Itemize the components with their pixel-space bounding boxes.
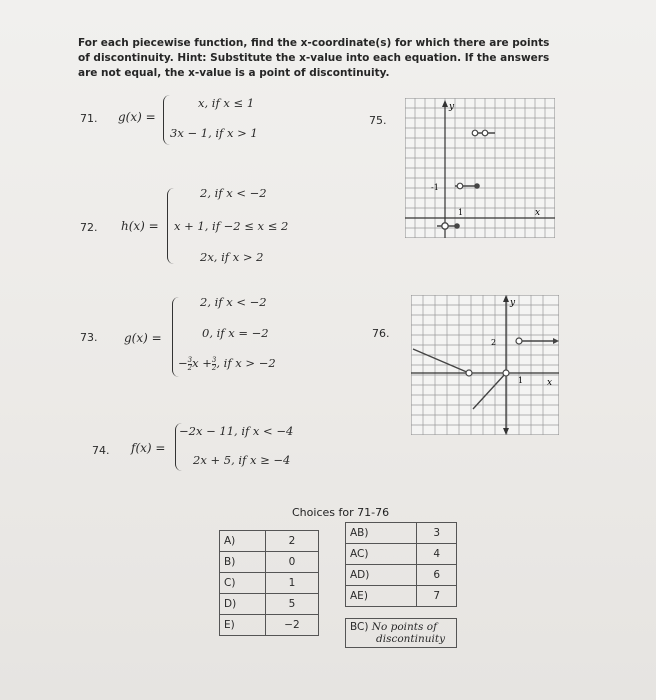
problem-71-case-2: 3x − 1, if x > 1 <box>170 126 258 140</box>
choice-row <box>220 552 319 573</box>
problem-75-x-label: x <box>535 208 541 218</box>
choice-key: E) <box>220 615 266 636</box>
problem-75-closed-point <box>474 183 480 189</box>
problem-71-function: g(x) = <box>118 110 156 124</box>
choice-key: AB) <box>346 523 417 544</box>
problem-76-y-label: y <box>510 298 516 308</box>
problem-75-closed-point <box>454 223 460 229</box>
choice-row <box>220 531 319 552</box>
choice-value: 7 <box>417 586 457 607</box>
problem-75-open-point <box>457 183 463 189</box>
choice-value: 4 <box>417 544 457 565</box>
choice-value: 1 <box>265 573 318 594</box>
choice-bc-line-2: discontinuity <box>376 633 446 645</box>
choice-bc-line-1: No points of <box>371 621 437 633</box>
choice-key: A) <box>220 531 266 552</box>
choice-key: B) <box>220 552 266 573</box>
problem-72-number: 72. <box>80 221 98 234</box>
problem-76-tick-left: 2 <box>491 338 497 347</box>
problem-75-open-point <box>472 130 478 136</box>
choice-row <box>220 594 319 615</box>
problem-74-function: f(x) = <box>131 441 166 455</box>
problem-72-case-1: 2, if x < −2 <box>200 186 267 200</box>
choice-row <box>220 573 319 594</box>
choice-row <box>220 615 319 636</box>
problem-76-open-point <box>516 338 522 344</box>
problem-75-tick-left: -1 <box>431 183 439 192</box>
problem-76-number: 76. <box>372 327 390 340</box>
problem-75-number: 75. <box>369 114 387 127</box>
choice-value: 3 <box>417 523 457 544</box>
problem-75-tick-bottom: 1 <box>458 208 464 217</box>
choice-bc-key: BC) <box>350 621 369 633</box>
choice-value: 6 <box>417 565 457 586</box>
problem-75-graph <box>405 98 555 238</box>
problem-74-case-2: 2x + 5, if x ≥ −4 <box>193 453 291 467</box>
choice-row <box>346 565 457 586</box>
choice-key: AD) <box>346 565 417 586</box>
choice-value: −2 <box>265 615 318 636</box>
problem-73-function: g(x) = <box>124 331 162 345</box>
instructions: For each piecewise function, find the x-coordinate(s) for which there are points of discontinuity. Hint: Substitute the x-value into each equation. If the answers are not equal, the x-value is a point of discontinuity. <box>78 37 550 79</box>
problem-74-number: 74. <box>92 444 110 457</box>
problem-73-case-2: 0, if x = −2 <box>202 326 269 340</box>
choice-row <box>346 523 457 544</box>
choice-key: C) <box>220 573 266 594</box>
problem-74-case-1: −2x − 11, if x < −4 <box>179 424 294 438</box>
choice-row <box>346 586 457 607</box>
problem-76-x-label: x <box>547 378 553 388</box>
problem-73-case-3: − $\frac{3}{2}$ x + $\frac{3}{2}$ , if x > −2 <box>178 355 276 372</box>
problem-76-graph <box>411 295 559 435</box>
problem-72-case-3: 2x, if x > 2 <box>200 250 264 264</box>
problem-72-case-2: x + 1, if −2 ≤ x ≤ 2 <box>174 219 289 233</box>
problem-73-case-1: 2, if x < −2 <box>200 295 267 309</box>
choices-left-table <box>219 530 319 636</box>
problem-76-tick-bottom: 1 <box>518 376 524 385</box>
choice-key: AC) <box>346 544 417 565</box>
choice-key: D) <box>220 594 266 615</box>
choices-right-table <box>345 522 457 607</box>
choice-value: 2 <box>265 531 318 552</box>
choice-value: 5 <box>265 594 318 615</box>
choice-bc <box>345 618 457 648</box>
problem-75-open-point <box>442 223 448 229</box>
problem-72-brace <box>167 188 174 264</box>
problem-73-number: 73. <box>80 331 98 344</box>
problem-72-function: h(x) = <box>121 219 159 233</box>
problem-76-open-point <box>503 370 509 376</box>
problem-75-y-label: y <box>449 102 455 112</box>
problem-71-number: 71. <box>80 112 98 125</box>
problem-71-brace <box>163 95 170 145</box>
problem-76-open-point <box>466 370 472 376</box>
choice-row <box>346 544 457 565</box>
problem-71-case-1: x, if x ≤ 1 <box>198 96 255 110</box>
choice-key: AE) <box>346 586 417 607</box>
choice-value: 0 <box>265 552 318 573</box>
problem-75-open-point <box>482 130 488 136</box>
choices-title: Choices for 71-76 <box>292 506 390 519</box>
